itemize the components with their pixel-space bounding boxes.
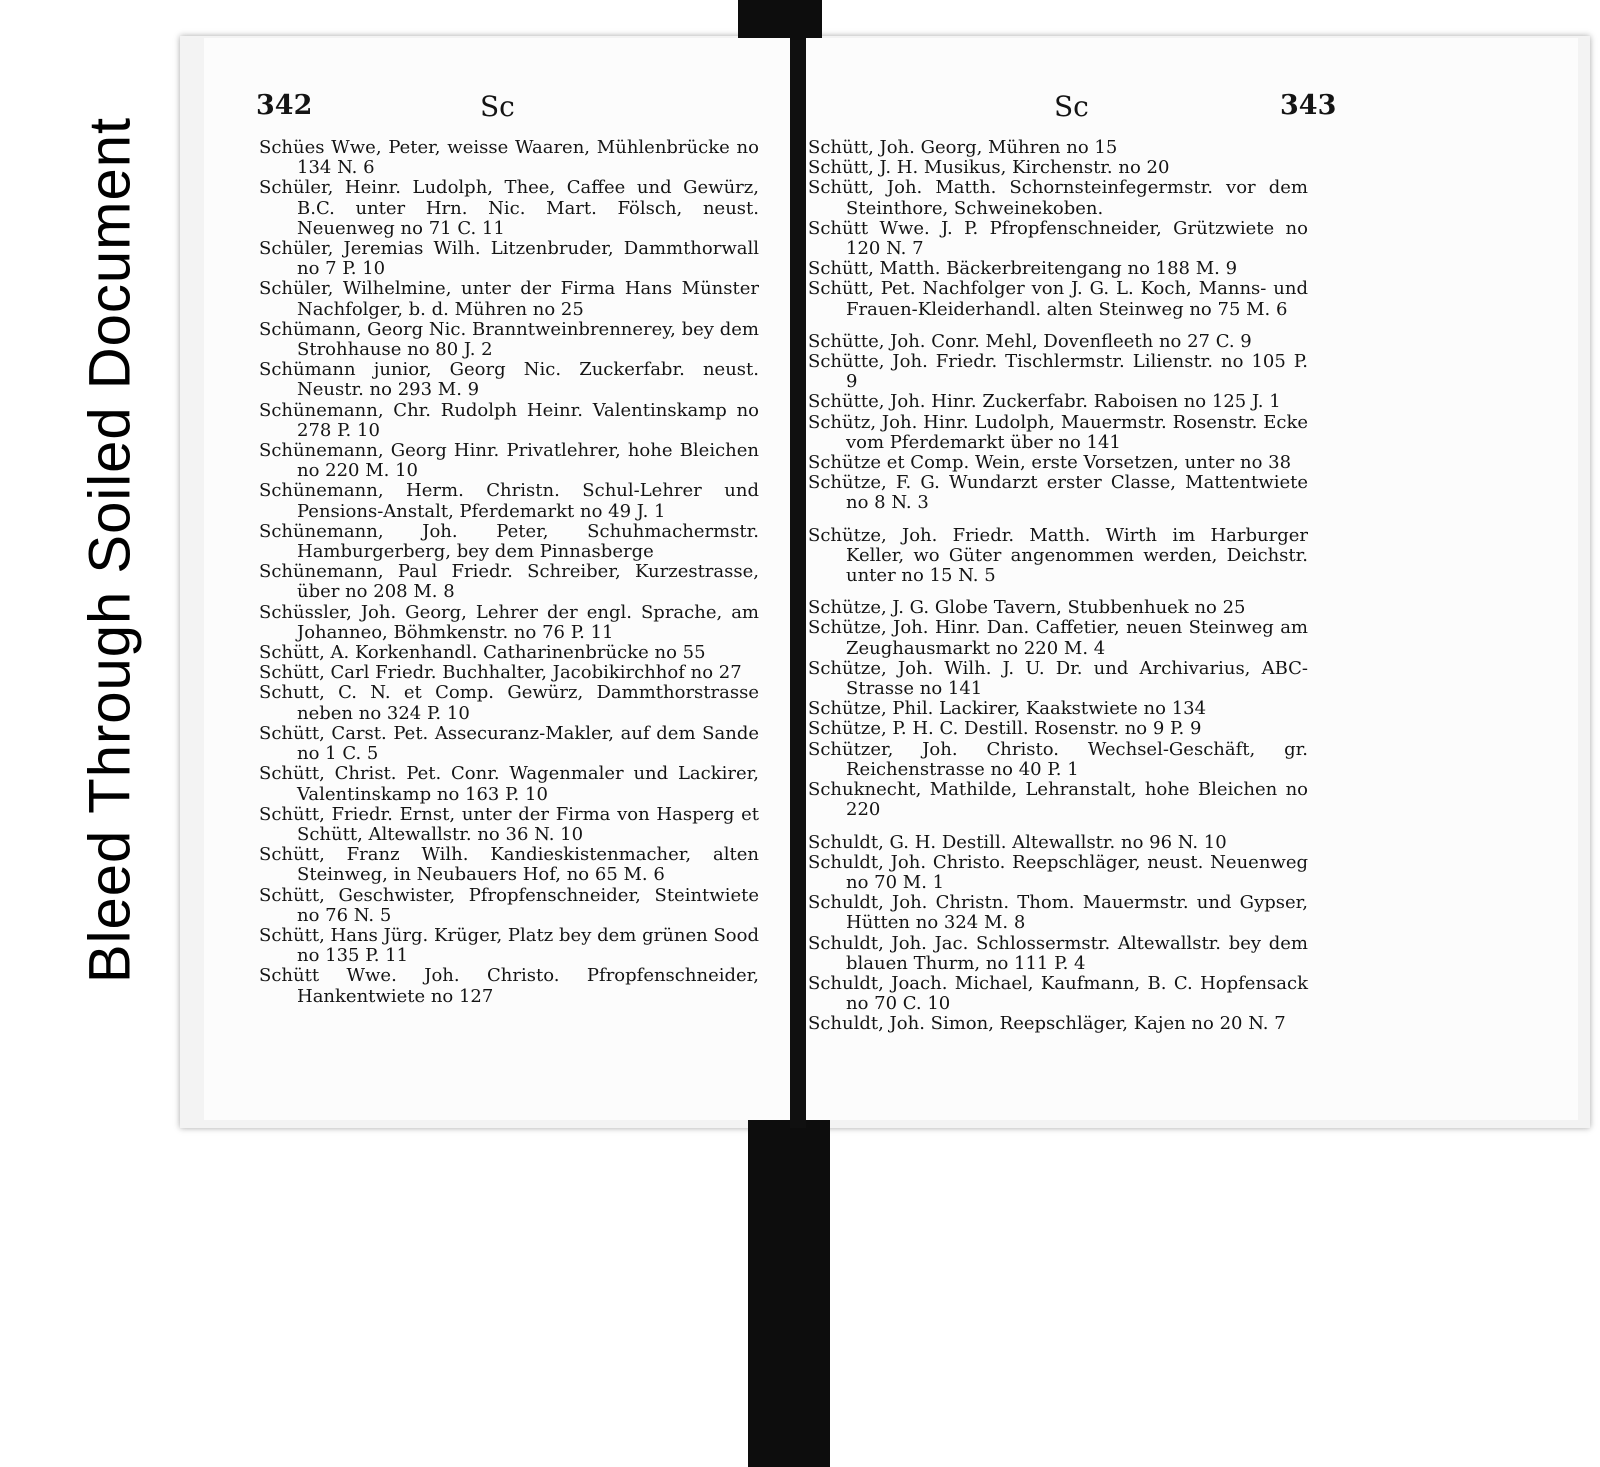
directory-entry: Schünemann, Herm. Christn. Schul-Lehrer und Pensions-Anstalt, Pferdemarkt no 49 J. 1 [259,480,759,522]
left-page-number: 342 [256,90,313,121]
directory-entry: Schütz, Joh. Hinr. Ludolph, Mauermstr. Rosenstr. Ecke vom Pferdemarkt über no 141 [808,411,1308,453]
directory-entry: Schünemann, Paul Friedr. Schreiber, Kurzestrasse, über no 208 M. 8 [259,561,759,603]
directory-entry: Schümann junior, Georg Nic. Zuckerfabr. neust. Neustr. no 293 M. 9 [259,359,759,401]
directory-entry: Schüssler, Joh. Georg, Lehrer der engl. Sprache, am Johanneo, Böhmkenstr. no 76 P. 11 [259,601,759,643]
directory-entry: Schünemann, Chr. Rudolph Heinr. Valentinskamp no 278 P. 10 [259,399,759,441]
directory-entry: Schüler, Heinr. Ludolph, Thee, Caffee und Gewürz, B.C. unter Hrn. Nic. Mart. Fölsch, neust. Neuenweg no 71 C. 11 [259,177,759,239]
side-label [60,40,160,1060]
directory-entry: Schütze, Phil. Lackirer, Kaakstwiete no 134 [808,698,1207,720]
directory-entry: Schuldt, Joh. Simon, Reepschläger, Kajen no 20 N. 7 [808,1013,1286,1035]
directory-entry: Schüler, Jeremias Wilh. Litzenbruder, Dammthorwall no 7 P. 10 [259,238,759,280]
directory-entry: Schütt, A. Korkenhandl. Catharinenbrücke no 55 [259,642,706,664]
right-page-number: 343 [1280,90,1337,121]
directory-entry: Schuldt, Joh. Christn. Thom. Mauermstr. und Gypser, Hütten no 324 M. 8 [808,892,1308,934]
directory-entry: Schütte, Joh. Conr. Mehl, Dovenfleeth no 27 C. 9 [808,330,1252,352]
directory-entry: Schutt, C. N. et Comp. Gewürz, Dammthorstrasse neben no 324 P. 10 [259,682,759,724]
directory-entry: Schütt, Joh. Georg, Mühren no 15 [808,137,1118,158]
directory-entry: Schuldt, G. H. Destill. Altewallstr. no 96 N. 10 [808,831,1227,853]
directory-entry: Schütze, F. G. Wundarzt erster Classe, Mattentwiete no 8 N. 3 [808,472,1308,514]
directory-entry: Schütt, Friedr. Ernst, unter der Firma von Hasperg et Schütt, Altewallstr. no 36 N. 10 [259,803,759,845]
binding-gutter-bottom [748,1118,830,1467]
directory-entry: Schuknecht, Mathilde, Lehranstalt, hohe Bleichen no 220 [808,779,1308,821]
left-page-header: Sc [480,90,515,123]
directory-entry: Schütt, Carl Friedr. Buchhalter, Jacobikirchhof no 27 [259,662,742,684]
directory-entry: Schütze et Comp. Wein, erste Vorsetzen, unter no 38 [808,452,1292,474]
directory-entry: Schünemann, Joh. Peter, Schuhmachermstr. Hamburgerberg, bey dem Pinnasberge [259,520,759,563]
directory-entry: Schütt, J. H. Musikus, Kirchenstr. no 20 [808,157,1170,179]
directory-entry: Schütte, Joh. Hinr. Zuckerfabr. Raboisen no 125 J. 1 [808,391,1281,413]
binding-gutter-line [790,40,806,1128]
directory-entry: Schütze, Joh. Wilh. J. U. Dr. und Archivarius, ABC-Strasse no 141 [808,657,1308,700]
directory-entry: Schuldt, Joh. Jac. Schlossermstr. Altewallstr. bey dem blauen Thurm, no 111 P. 4 [808,932,1308,974]
directory-entry: Schümann, Georg Nic. Branntweinbrennerey, bey dem Strohhause no 80 J. 2 [259,318,759,361]
right-page [806,38,1578,1120]
directory-entry: Schütt, Joh. Matth. Schornsteinfegermstr. vor dem Steinthore, Schweinekoben. [808,177,1308,219]
left-page [204,38,790,1120]
right-page-header: Sc [1054,90,1089,123]
side-label-text: Bleed Through Soiled Document [77,116,143,984]
directory-entry: Schuldt, Joach. Michael, Kaufmann, B. C. Hopfensack no 70 C. 10 [808,972,1308,1015]
directory-entry: Schütze, J. G. Globe Tavern, Stubbenhuek no 25 [808,597,1246,619]
directory-entry: Schütt, Franz Wilh. Kandieskistenmacher, alten Steinweg, in Neubauers Hof, no 65 M. 6 [259,844,759,886]
directory-entry: Schütze, P. H. C. Destill. Rosenstr. no 9 P. 9 [808,718,1202,740]
directory-entry: Schützer, Joh. Christo. Wechsel-Geschäft, gr. Reichenstrasse no 40 P. 1 [808,738,1308,780]
directory-entry: Schünemann, Georg Hinr. Privatlehrer, hohe Bleichen no 220 M. 10 [259,440,759,482]
right-entry-list [808,138,1308,1035]
left-entry-list [259,138,759,1007]
directory-entry: Schütt, Carst. Pet. Assecuranz-Makler, auf dem Sande no 1 C. 5 [259,722,759,765]
directory-entry: Schütt Wwe. J. P. Pfropfenschneider, Grützwiete no 120 N. 7 [808,217,1308,260]
directory-entry: Schütt, Geschwister, Pfropfenschneider, Steintwiete no 76 N. 5 [259,884,759,926]
directory-entry: Schütt, Christ. Pet. Conr. Wagenmaler und Lackirer, Valentinskamp no 163 P. 10 [259,763,759,805]
directory-entry: Schütze, Joh. Hinr. Dan. Caffetier, neuen Steinweg am Zeughausmarkt no 220 M. 4 [808,617,1308,659]
directory-entry: Schütt, Matth. Bäckerbreitengang no 188 M. 9 [808,258,1238,280]
directory-entry: Schuldt, Joh. Christo. Reepschläger, neust. Neuenweg no 70 M. 1 [808,851,1308,893]
directory-entry: Schütze, Joh. Friedr. Matth. Wirth im Harburger Keller, wo Güter angenommen werden, Deichstr. unter no 15 N. 5 [808,524,1308,587]
directory-entry: Schütt, Pet. Nachfolger von J. G. L. Koch, Manns- und Frauen-Kleiderhandl. alten Steinweg no 75 M. 6 [808,278,1308,320]
directory-entry: Schüler, Wilhelmine, unter der Firma Hans Münster Nachfolger, b. d. Mühren no 25 [259,278,759,320]
directory-entry: Schües Wwe, Peter, weisse Waaren, Mühlenbrücke no 134 N. 6 [259,137,759,179]
directory-entry: Schütt Wwe. Joh. Christo. Pfropfenschneider, Hankentwiete no 127 [259,965,759,1007]
directory-entry: Schütt, Hans Jürg. Krüger, Platz bey dem grünen Sood no 135 P. 11 [259,924,759,967]
directory-entry: Schütte, Joh. Friedr. Tischlermstr. Lilienstr. no 105 P. 9 [808,351,1308,393]
